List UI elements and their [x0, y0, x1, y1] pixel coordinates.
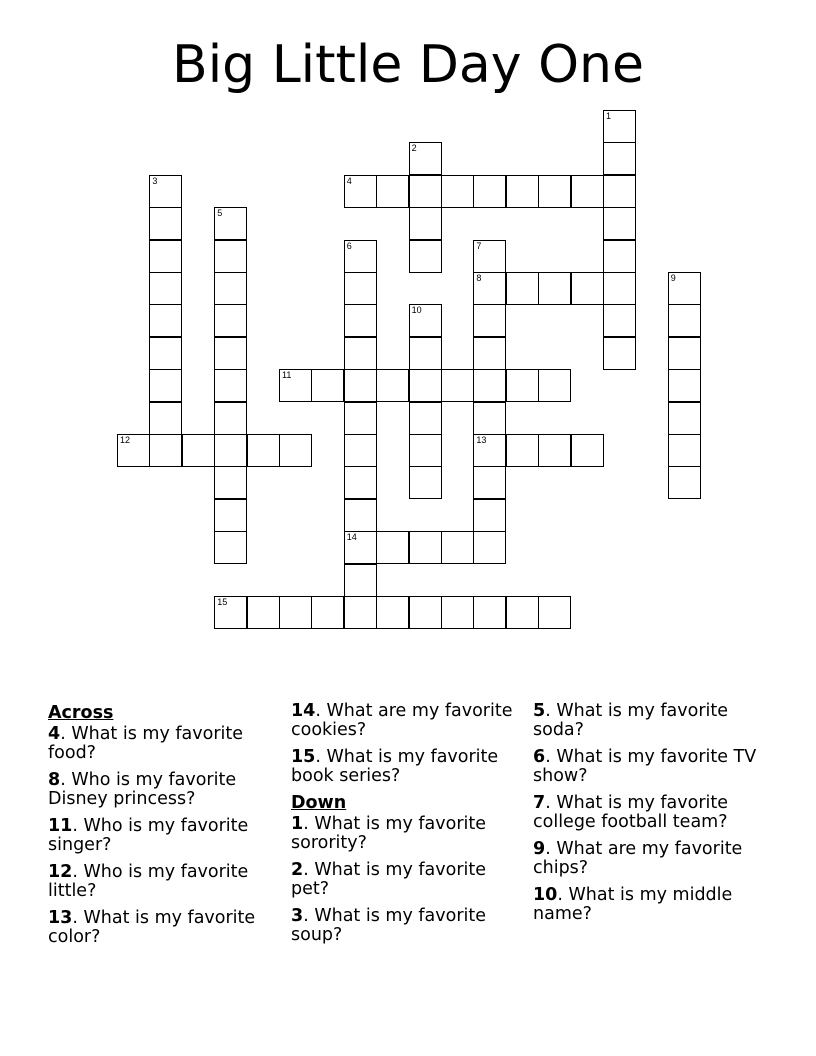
grid-cell[interactable]	[571, 175, 604, 208]
grid-cell[interactable]	[506, 175, 539, 208]
clue-text: . What are my favorite chips?	[533, 839, 743, 878]
clue-number: 9	[533, 839, 546, 859]
clue-number: 6	[533, 747, 546, 767]
grid-cell[interactable]	[344, 369, 377, 402]
grid-cell-number: 6	[346, 240, 352, 251]
clue-text: . What is my favorite soup?	[291, 906, 486, 945]
clue-across-8	[48, 771, 278, 809]
grid-cell[interactable]	[409, 207, 442, 240]
grid-cell[interactable]	[214, 434, 247, 467]
grid-cell-number: 2	[411, 143, 417, 154]
grid-cell[interactable]	[538, 272, 571, 305]
grid-cell[interactable]	[538, 434, 571, 467]
grid-cell-number: 14	[346, 532, 357, 543]
grid-cell[interactable]	[668, 434, 701, 467]
grid-cell[interactable]	[214, 369, 247, 402]
clue-text: . Who is my favorite Disney princess?	[48, 770, 237, 809]
clue-text: . What is my favorite book series?	[291, 747, 499, 786]
grid-cell[interactable]	[571, 434, 604, 467]
grid-cell[interactable]	[473, 369, 506, 402]
grid-cell[interactable]	[473, 596, 506, 629]
grid-cell[interactable]	[182, 434, 215, 467]
grid-cell[interactable]	[473, 337, 506, 370]
grid-cell[interactable]	[344, 175, 377, 208]
grid-cell[interactable]	[473, 499, 506, 532]
grid-cell[interactable]	[603, 337, 636, 370]
grid-cell[interactable]	[344, 337, 377, 370]
grid-cell-number: 9	[670, 273, 676, 283]
grid-cell[interactable]	[344, 240, 377, 273]
clue-text: . What is my favorite food?	[48, 724, 243, 763]
clue-across-11	[48, 817, 278, 855]
grid-cell[interactable]	[149, 175, 182, 208]
grid-cell[interactable]	[538, 175, 571, 208]
grid-cell[interactable]	[214, 337, 247, 370]
grid-cell[interactable]	[571, 272, 604, 305]
grid-cell[interactable]	[149, 304, 182, 337]
grid-cell[interactable]	[149, 434, 182, 467]
clue-text: . What is my favorite pet?	[291, 860, 486, 899]
grid-cell[interactable]	[149, 272, 182, 305]
grid-cell[interactable]	[409, 369, 442, 402]
grid-cell[interactable]	[409, 466, 442, 499]
clue-text: . What is my middle name?	[533, 885, 733, 924]
grid-cell[interactable]	[344, 402, 377, 435]
grid-cell-number: 1	[606, 111, 612, 121]
grid-cell-number: 4	[346, 175, 352, 186]
clue-text: . What is my favorite color?	[48, 908, 256, 947]
grid-cell[interactable]	[117, 434, 150, 467]
grid-cell[interactable]	[603, 304, 636, 337]
grid-cell[interactable]	[473, 402, 506, 435]
grid-cell[interactable]	[279, 434, 312, 467]
grid-cell[interactable]	[668, 304, 701, 337]
clue-across-4	[48, 725, 278, 763]
clue-down-9	[533, 840, 763, 878]
grid-cell[interactable]	[149, 369, 182, 402]
grid-cell[interactable]	[214, 499, 247, 532]
clue-text: . What are my favorite cookies?	[291, 701, 513, 740]
grid-cell[interactable]	[344, 531, 377, 564]
across-heading: Across	[48, 703, 114, 723]
grid-cell[interactable]	[149, 337, 182, 370]
clue-down-6	[533, 748, 763, 786]
clue-down-3	[291, 907, 521, 945]
grid-cell[interactable]	[279, 596, 312, 629]
grid-cell[interactable]	[506, 434, 539, 467]
clue-column-1	[48, 702, 278, 955]
clue-across-12	[48, 863, 278, 901]
grid-cell-number: 10	[411, 305, 422, 316]
grid-cell[interactable]	[441, 369, 474, 402]
clue-number: 5	[533, 701, 546, 721]
down-heading: Down	[291, 793, 347, 813]
grid-cell[interactable]	[214, 466, 247, 499]
grid-cell[interactable]	[344, 304, 377, 337]
grid-cell[interactable]	[506, 369, 539, 402]
clue-number: 4	[48, 724, 61, 744]
grid-cell[interactable]	[603, 175, 636, 208]
grid-cell[interactable]	[473, 304, 506, 337]
grid-cell[interactable]	[344, 272, 377, 305]
grid-cell-number: 12	[120, 435, 131, 445]
grid-cell[interactable]	[668, 402, 701, 435]
grid-cell[interactable]	[279, 369, 312, 402]
grid-cell[interactable]	[214, 272, 247, 305]
grid-cell[interactable]	[603, 240, 636, 273]
grid-cell[interactable]	[441, 596, 474, 629]
grid-cell[interactable]	[247, 434, 280, 467]
grid-cell[interactable]	[603, 207, 636, 240]
grid-cell-number: 5	[217, 208, 223, 219]
grid-cell[interactable]	[668, 466, 701, 499]
clue-down-5	[533, 702, 763, 740]
grid-cell[interactable]	[409, 402, 442, 435]
grid-cell[interactable]	[603, 272, 636, 305]
grid-cell[interactable]	[409, 304, 442, 337]
grid-cell[interactable]	[409, 596, 442, 629]
clue-column-2	[291, 702, 521, 953]
clue-across-13	[48, 909, 278, 947]
grid-cell[interactable]	[214, 596, 247, 629]
grid-cell[interactable]	[344, 564, 377, 597]
clue-down-1	[291, 815, 521, 853]
clue-number: 11	[48, 816, 73, 836]
grid-cell[interactable]	[473, 434, 506, 467]
grid-cell[interactable]	[311, 369, 344, 402]
clue-number: 7	[533, 793, 546, 813]
clue-text: . What is my favorite soda?	[533, 701, 728, 740]
grid-cell[interactable]	[473, 240, 506, 273]
grid-cell[interactable]	[149, 207, 182, 240]
clue-text: . What is my favorite sorority?	[291, 814, 486, 853]
grid-cell[interactable]	[214, 240, 247, 273]
grid-cell[interactable]	[668, 272, 701, 305]
grid-cell[interactable]	[149, 402, 182, 435]
grid-cell[interactable]	[344, 499, 377, 532]
grid-cell[interactable]	[506, 596, 539, 629]
grid-cell[interactable]	[376, 531, 409, 564]
clue-number: 3	[291, 906, 304, 926]
clue-down-7	[533, 794, 763, 832]
grid-cell-number: 3	[152, 175, 158, 186]
clue-number: 14	[291, 701, 316, 721]
grid-cell[interactable]	[538, 596, 571, 629]
grid-cell[interactable]	[214, 402, 247, 435]
grid-cell[interactable]	[668, 369, 701, 402]
page-title: Big Little Day One	[172, 35, 644, 95]
grid-cell[interactable]	[376, 369, 409, 402]
grid-cell[interactable]	[538, 369, 571, 402]
clue-across-14	[291, 702, 521, 740]
grid-cell[interactable]	[344, 434, 377, 467]
clue-column-3	[533, 702, 763, 932]
grid-cell[interactable]	[214, 304, 247, 337]
clue-number: 1	[291, 814, 304, 834]
clue-number: 13	[48, 908, 73, 928]
grid-cell[interactable]	[668, 337, 701, 370]
grid-cell[interactable]	[311, 596, 344, 629]
grid-cell[interactable]	[409, 175, 442, 208]
grid-cell[interactable]	[409, 142, 442, 175]
grid-cell[interactable]	[247, 596, 280, 629]
grid-cell[interactable]	[473, 466, 506, 499]
grid-cell[interactable]	[441, 531, 474, 564]
grid-cell[interactable]	[149, 240, 182, 273]
clue-text: . Who is my favorite little?	[48, 862, 249, 901]
clue-number: 12	[48, 862, 73, 882]
clue-number: 10	[533, 885, 558, 905]
grid-cell[interactable]	[441, 175, 474, 208]
grid-cell[interactable]	[214, 531, 247, 564]
grid-cell[interactable]	[603, 110, 636, 143]
grid-cell-number: 13	[476, 435, 487, 445]
clue-number: 2	[291, 860, 304, 880]
clue-text: . What is my favorite college football team?	[533, 793, 728, 832]
grid-cell[interactable]	[409, 434, 442, 467]
grid-cell-number: 11	[282, 370, 292, 381]
grid-cell-number: 7	[476, 240, 482, 251]
grid-cell[interactable]	[473, 272, 506, 305]
grid-cell[interactable]	[473, 531, 506, 564]
grid-cell[interactable]	[409, 240, 442, 273]
grid-cell[interactable]	[473, 175, 506, 208]
clue-down-10	[533, 886, 763, 924]
clue-text: . What is my favorite TV show?	[533, 747, 757, 786]
clue-across-15	[291, 748, 521, 786]
clue-number: 8	[48, 770, 61, 790]
grid-cell[interactable]	[214, 207, 247, 240]
grid-cell[interactable]	[603, 142, 636, 175]
grid-cell[interactable]	[344, 466, 377, 499]
grid-cell[interactable]	[409, 337, 442, 370]
grid-cell[interactable]	[409, 531, 442, 564]
grid-cell[interactable]	[506, 272, 539, 305]
grid-cell[interactable]	[376, 175, 409, 208]
grid-cell[interactable]	[344, 596, 377, 629]
clue-number: 15	[291, 747, 316, 767]
grid-cell-number: 15	[217, 597, 228, 607]
clue-down-2	[291, 861, 521, 899]
clue-text: . Who is my favorite singer?	[48, 816, 249, 855]
grid-cell-number: 8	[476, 273, 482, 283]
grid-cell[interactable]	[376, 596, 409, 629]
